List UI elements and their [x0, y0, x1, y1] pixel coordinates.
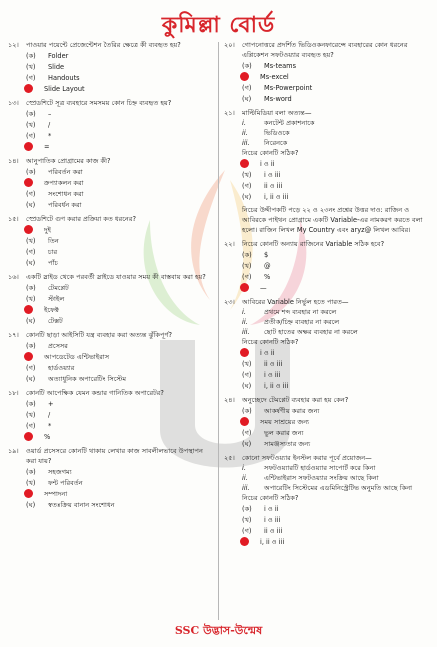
answer-option[interactable]: [242, 525, 429, 536]
option-label: (ঘ): [26, 200, 36, 209]
answer-option[interactable]: [26, 141, 213, 152]
option-label: (গ): [242, 83, 252, 92]
option-text: i ও iii: [264, 170, 281, 179]
question-header: [8, 40, 213, 50]
option-label: (খ): [242, 515, 252, 524]
answer-option[interactable]: [26, 315, 213, 326]
option-label: (খ): [26, 236, 36, 245]
option-text: পরিবর্তন করা: [48, 167, 83, 176]
answer-option[interactable]: [242, 93, 429, 104]
option-text: অত্যাধুনিক অপারেটিং সিস্টেম: [48, 374, 127, 383]
question-block: [224, 40, 429, 104]
option-label: (গ): [242, 428, 252, 437]
option-label: (ঘ): [26, 500, 36, 509]
option-text: সামঞ্জস্যতার জন্য: [264, 439, 311, 448]
statement-item: [242, 327, 429, 337]
question-header: [224, 297, 429, 307]
question-block: [8, 388, 213, 442]
question-text: পাওয়ার পয়েন্টে প্রেজেন্টেশন তৈরির ক্ষেত্রে কী ব্যবহৃত হয়?: [26, 41, 181, 49]
option-text: টেক্সট: [48, 316, 63, 325]
answer-option[interactable]: [26, 499, 213, 510]
statement-item: [242, 118, 429, 128]
option-label: (খ): [26, 478, 36, 487]
option-text: Ms-Powerpoint: [264, 83, 313, 92]
option-label: (ক): [26, 109, 36, 118]
statement-text: কনটেন্ট প্রকাশনাকে: [264, 119, 315, 127]
answer-option[interactable]: [26, 50, 213, 61]
option-text: i, ii ও iii: [260, 537, 285, 546]
statement-label: i.: [242, 464, 246, 472]
answer-option[interactable]: [26, 420, 213, 431]
question-text: কোনো সফটওয়্যার ইনস্টল করার পূর্বে প্রয়োজন—: [242, 454, 372, 462]
question-header: [8, 98, 213, 108]
option-label: (গ): [242, 272, 252, 281]
question-block: [224, 108, 429, 202]
question-block: [8, 98, 213, 152]
question-number: ২১।: [224, 109, 235, 117]
option-text: i, ii ও iii: [264, 192, 289, 201]
statement-item: [242, 317, 429, 327]
question-number: ১৩।: [8, 99, 19, 107]
answer-option[interactable]: [26, 293, 213, 304]
answer-option[interactable]: [26, 409, 213, 420]
answer-option[interactable]: [26, 282, 213, 293]
statement-item: [242, 138, 429, 148]
answer-option[interactable]: [242, 405, 429, 416]
question-number: ১৬।: [8, 273, 19, 281]
question-block: [224, 453, 429, 547]
option-text: Ms-teams: [264, 61, 297, 70]
option-text: $: [264, 250, 269, 259]
answer-option[interactable]: [242, 358, 429, 369]
statement-item: [242, 463, 429, 473]
answer-option[interactable]: [242, 71, 429, 82]
answer-option[interactable]: [26, 398, 213, 409]
answer-marker-icon: [240, 72, 249, 81]
answer-option[interactable]: [26, 373, 213, 384]
question-number: ১৪।: [8, 157, 19, 165]
option-text: চার: [48, 247, 58, 256]
option-text: i ও iii: [264, 370, 281, 379]
question-number: ১৫।: [8, 215, 19, 223]
answer-option[interactable]: [26, 166, 213, 177]
question-number: ১২।: [8, 41, 19, 49]
option-label: (গ): [26, 247, 36, 256]
answer-option[interactable]: [26, 177, 213, 188]
stimulus-passage: নিচের উদ্দীপকটি পড়ে ২২ ও ২৩নং প্রশ্নের উত্তর দাও: রাজিন ও আবিরকে পাইথন প্রোগ্রামে একটি Variable-এর নামকরণ করতে বলা হলো। রাজিন লিখল My Country এবং aryz@ লিখল আবির।: [242, 206, 423, 234]
option-text: পাঁচ: [48, 258, 58, 267]
option-label: (গ): [26, 421, 36, 430]
question-text: ওয়ার্ড প্রসেসরে কোনটি থাকায় লেখার কাজ সাবলীলভাবে উপস্থাপন করা যায়?: [26, 447, 203, 465]
option-text: সম্পাদনা: [44, 489, 68, 498]
option-label: (গ): [242, 526, 252, 535]
statement-item: [242, 473, 429, 483]
answer-option[interactable]: [26, 108, 213, 119]
option-label: (খ): [26, 410, 36, 419]
answer-option[interactable]: [242, 82, 429, 93]
question-prompt: নিচের কোনটি সঠিক?: [242, 149, 299, 157]
answer-option[interactable]: [242, 427, 429, 438]
option-label: (গ): [26, 189, 36, 198]
option-label: (ঘ): [242, 381, 252, 390]
option-text: Folder: [48, 51, 69, 60]
question-block: [8, 40, 213, 94]
answer-option[interactable]: [26, 224, 213, 235]
option-label: (ক): [242, 61, 252, 70]
right-column: [224, 40, 429, 547]
option-label: (খ): [242, 261, 252, 270]
option-text: Handouts: [48, 73, 80, 82]
statement-text: প্রথমে শব্দ ব্যবহার না করলে: [264, 308, 337, 316]
answer-option[interactable]: [242, 514, 429, 525]
option-label: (ঘ): [26, 374, 36, 383]
option-label: (ঘ): [242, 192, 252, 201]
answer-option[interactable]: [242, 158, 429, 169]
answer-option[interactable]: [26, 477, 213, 488]
option-text: /: [48, 120, 51, 129]
option-label: (ক): [242, 504, 252, 513]
statement-text: এন্টিভাইরাস সফটওয়্যার সংক্রিয় আছে কিনা: [264, 474, 379, 482]
question-text: অনুচ্ছেদে টেমপ্লেট ব্যবহার করা হয় কেন?: [242, 396, 349, 404]
answer-option[interactable]: [242, 260, 429, 271]
option-text: i ও ii: [260, 348, 275, 357]
answer-option[interactable]: [26, 304, 213, 315]
answer-option[interactable]: [242, 180, 429, 191]
answer-option[interactable]: [26, 351, 213, 362]
option-text: –: [48, 109, 52, 118]
option-text: ii ও iii: [264, 526, 283, 535]
question-header: [8, 330, 213, 340]
column-divider: [218, 42, 219, 620]
answer-option[interactable]: [26, 340, 213, 351]
question-number: ২২।: [224, 240, 235, 248]
option-text: আকর্ষণীয় করার জন্য: [264, 406, 320, 415]
answer-option[interactable]: [26, 119, 213, 130]
question-text: নিচের কোনটি অন্যায় রাজিনের Variable সঠিক হবে?: [242, 240, 385, 248]
option-label: (গ): [26, 73, 36, 82]
question-block: [8, 156, 213, 210]
option-label: (খ): [242, 170, 252, 179]
question-header: [224, 108, 429, 118]
option-label: (ঘ): [242, 94, 252, 103]
option-label: (গ): [26, 131, 36, 140]
question-prompt: নিচের কোনটি সঠিক?: [242, 494, 299, 502]
statement-label: iii.: [242, 139, 250, 147]
answer-option[interactable]: [26, 72, 213, 83]
answer-marker-icon: [240, 537, 249, 546]
statement-label: ii.: [242, 318, 248, 326]
statement-item: [242, 307, 429, 317]
question-header: [224, 395, 429, 405]
statement-label: ii.: [242, 474, 248, 482]
option-text: *: [48, 131, 52, 140]
question-header: [224, 239, 429, 249]
question-header: [8, 214, 213, 224]
statement-label: i.: [242, 119, 246, 127]
question-header: [8, 156, 213, 166]
statement-item: [242, 128, 429, 138]
option-label: (ঘ): [26, 316, 36, 325]
answer-option[interactable]: [26, 61, 213, 72]
question-block: [8, 272, 213, 326]
answer-marker-icon: [24, 352, 33, 361]
statement-label: iii.: [242, 484, 250, 492]
option-text: ii ও iii: [264, 359, 283, 368]
option-text: Ms-word: [264, 94, 292, 103]
option-label: (ক): [242, 250, 252, 259]
statement-text: সফটওয়্যারটি হার্ডওয়্যার সাপোর্ট করে কিনা: [264, 464, 376, 472]
question-block: [224, 239, 429, 293]
question-header: [8, 388, 213, 398]
option-label: (খ): [242, 359, 252, 368]
option-text: *: [48, 421, 52, 430]
statement-text: ছোট হাতের অক্ষর ব্যবহার না করলে: [264, 328, 358, 336]
question-text: আনুপাতিক প্রোগ্রামের কাজ কী?: [26, 157, 111, 165]
option-label: (খ): [26, 62, 36, 71]
answer-option[interactable]: [26, 362, 213, 373]
option-text: Slide: [48, 62, 65, 71]
statement-text: প্রতীক/চিহ্ন ব্যবহার না করলে: [264, 318, 340, 326]
option-label: (খ): [26, 120, 36, 129]
answer-option[interactable]: [242, 249, 429, 260]
option-text: i ও iii: [264, 515, 281, 524]
question-number: ২০।: [224, 41, 235, 49]
answer-option[interactable]: [26, 488, 213, 499]
statement-item: [242, 483, 429, 493]
answer-marker-icon: [24, 225, 33, 234]
option-label: (ক): [242, 406, 252, 415]
answer-marker-icon: [24, 489, 33, 498]
answer-option[interactable]: [26, 130, 213, 141]
question-header: [8, 446, 213, 466]
option-text: ক্রপ্যাকলন করা: [44, 178, 84, 187]
option-text: প্রসেসর: [48, 341, 68, 350]
answer-marker-icon: [24, 84, 33, 93]
option-text: সময় সাশ্রয়ের জন্য: [260, 417, 310, 426]
option-text: ভুল করার জন্য: [264, 428, 304, 437]
option-text: পরিবর্ধন করা: [48, 200, 82, 209]
option-text: ইফেক্ট: [44, 305, 59, 314]
answer-marker-icon: [24, 142, 33, 151]
option-text: ফন্ট পরিবর্তন: [48, 478, 83, 487]
answer-marker-icon: [240, 348, 249, 357]
answer-option[interactable]: [242, 191, 429, 202]
answer-option[interactable]: [26, 235, 213, 246]
answer-option[interactable]: [242, 282, 429, 293]
question-text: কোনটি ছাড়া আইসিটি যন্ত্র ব্যবহার করা অত্যন্ত ঝুঁকিপূর্ণ?: [26, 331, 173, 339]
answer-option[interactable]: [242, 369, 429, 380]
question-block: [8, 214, 213, 268]
question-text: গোপনোত্তরে প্রদর্শিত ভিডিওকনফারেন্সে ব্যবহারের কোন ধরনের এপ্লিকেশন সফটওয়্যার ব্যবহৃত হয়?: [242, 41, 408, 59]
answer-option[interactable]: [242, 169, 429, 180]
answer-option[interactable]: [242, 380, 429, 391]
option-text: Slide Layout: [44, 84, 85, 93]
option-text: Ms-excel: [260, 72, 289, 81]
answer-marker-icon: [240, 159, 249, 168]
answer-marker-icon: [240, 283, 249, 292]
answer-option[interactable]: [26, 188, 213, 199]
question-block: [8, 330, 213, 384]
option-label: (ক): [26, 399, 36, 408]
question-number: ২৪।: [224, 396, 235, 404]
option-text: তিন: [48, 236, 59, 245]
board-title: কুমিল্লা বোর্ড: [161, 12, 276, 38]
question-text: আবিরের Variable নির্ভুল হতে পারত—: [242, 298, 349, 306]
option-label: (ক): [26, 283, 36, 292]
statement-label: iii.: [242, 328, 250, 336]
answer-option[interactable]: [242, 536, 429, 547]
question-header: [224, 40, 429, 60]
option-text: i ও ii: [264, 504, 279, 513]
statement-text: নিরেনকে: [264, 139, 288, 147]
option-text: টেমপ্লেট: [48, 283, 69, 292]
option-label: (ঘ): [26, 258, 36, 267]
answer-option[interactable]: [242, 503, 429, 514]
option-text: ii ও iii: [264, 181, 283, 190]
question-number: ১৯।: [8, 447, 19, 455]
option-text: দুই: [44, 225, 51, 234]
option-text: =: [44, 142, 50, 151]
option-label: (গ): [26, 363, 36, 372]
question-text: মাল্টিমিডিয়া বলা অত্যন্ত—: [242, 109, 312, 117]
answer-option[interactable]: [26, 431, 213, 442]
option-text: স্বতঃক্রিয় বানান সংশোধন: [48, 500, 115, 509]
option-text: i ও ii: [260, 159, 275, 168]
footer-brand: SSC উদ্ভাস-উন্মেষ: [174, 624, 263, 637]
question-block: [224, 395, 429, 449]
option-text: হার্ডওয়্যার: [48, 363, 75, 372]
question-text: কোনটি আপেক্ষিক যেমন কন্ডার গানিতিক অপারেটর?: [26, 389, 164, 397]
answer-option[interactable]: [26, 246, 213, 257]
answer-option[interactable]: [26, 466, 213, 477]
option-text: %: [264, 272, 271, 281]
question-number: ২৩।: [224, 298, 235, 306]
option-label: (ক): [26, 467, 36, 476]
answer-option[interactable]: [242, 347, 429, 358]
question-number: ১৮।: [8, 389, 19, 397]
question-block: [8, 446, 213, 510]
option-text: স্টাইল: [48, 294, 65, 303]
question-number: ২৫।: [224, 454, 235, 462]
option-label: (গ): [242, 181, 252, 190]
question-text: স্প্রেডশিটে গুণ করার প্রক্রিয়া কত ধরনের?: [26, 215, 136, 223]
answer-option[interactable]: [242, 271, 429, 282]
option-label: (ক): [26, 51, 36, 60]
answer-option[interactable]: [242, 438, 429, 449]
option-label: (ঘ): [242, 439, 252, 448]
option-text: %: [44, 432, 51, 441]
statement-text: অপারেটিং সিস্টেমের এডমিনিস্ট্রেটিভ অনুমতি আছে কিনা: [264, 484, 413, 492]
answer-marker-icon: [24, 178, 33, 187]
question-number: ১৭।: [8, 331, 19, 339]
statement-text: ভিডিওকে: [264, 129, 290, 137]
question-block: [224, 297, 429, 391]
question-text: স্প্রেডশিটে সূত্র ব্যবহারে সমসময় কোন চিহ্ন ব্যবহৃত হয়?: [26, 99, 172, 107]
answer-marker-icon: [24, 432, 33, 441]
option-text: /: [48, 410, 51, 419]
answer-option[interactable]: [242, 60, 429, 71]
left-column: [8, 40, 213, 514]
option-text: @: [264, 261, 271, 270]
answer-marker-icon: [240, 417, 249, 426]
statement-label: ii.: [242, 129, 248, 137]
statement-label: i.: [242, 308, 246, 316]
option-text: +: [48, 399, 54, 408]
option-label: (ক): [26, 167, 36, 176]
answer-option[interactable]: [26, 199, 213, 210]
option-text: সংশোধন করা: [48, 189, 84, 198]
option-text: সহজগম্য: [48, 467, 72, 476]
option-label: (ক): [26, 341, 36, 350]
question-prompt: নিচের কোনটি সঠিক?: [242, 338, 299, 346]
option-text: —: [260, 283, 267, 292]
answer-option[interactable]: [26, 83, 213, 94]
option-label: (খ): [26, 294, 36, 303]
question-text: একটি স্লাইড থেকে পরবর্তী স্লাইডে যাওয়ার সময় কী বাস্তবায় করা হয়?: [26, 273, 206, 281]
question-header: [224, 453, 429, 463]
option-text: আপডেটেড এন্টিভাইরাস: [44, 352, 110, 361]
answer-option[interactable]: [26, 257, 213, 268]
question-header: [8, 272, 213, 282]
answer-option[interactable]: [242, 416, 429, 427]
option-label: (গ): [242, 370, 252, 379]
option-text: i, ii ও iii: [264, 381, 289, 390]
answer-marker-icon: [24, 305, 33, 314]
